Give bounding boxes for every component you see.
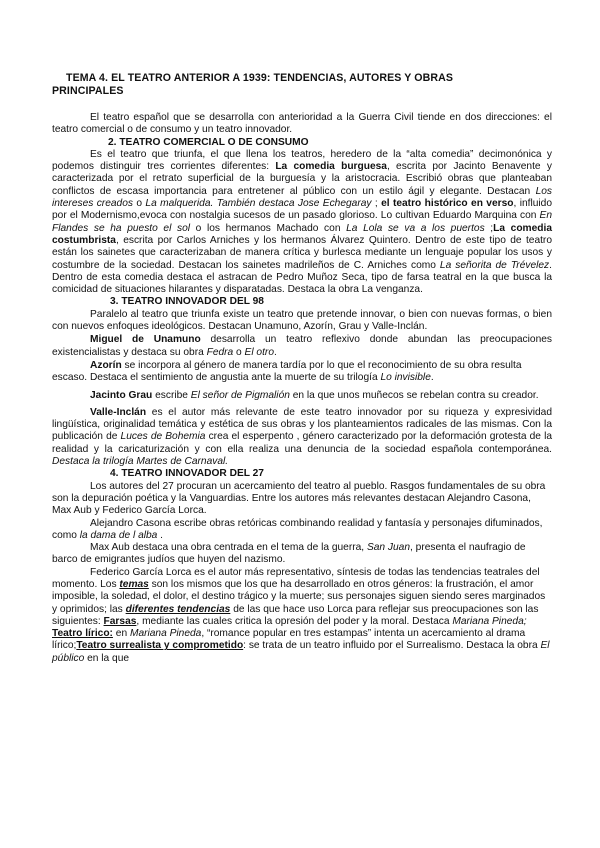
italic-run: Destaca la trilogía Martes de Carnaval. <box>52 456 229 468</box>
text-run: en <box>112 628 130 640</box>
italic-run: Mariana Pineda <box>129 628 202 640</box>
aub-paragraph <box>52 542 552 567</box>
underlined-term: Farsas <box>103 615 137 627</box>
text-run: crea el esperpento , género caracterizado por la deformación grotesta de la realidad y la caricaturización y con ella realiza una denuncia de la sociedad española contemporánea. <box>52 431 553 455</box>
italic-run: La Lola se va a los puertos <box>346 222 485 234</box>
author-name: Miguel de Unamuno <box>90 334 201 346</box>
text-run: Es el teatro que triunfa, el que llena los teatros, heredero de la “alta comedia” decimonónica y podemos distinguir tres corrientes diferentes: <box>52 148 552 173</box>
italic-run: Los intereses creados <box>52 185 552 210</box>
text-run: son los mismos que los que ha desarrollado en otros géneros: la frustración, el amor imposible, la soledad, el dolor, el destino trágico y la muerte; sus personajes siguen siendo seres marginados y oprimidos; las <box>52 578 546 615</box>
text-run: Alejandro Casona escribe obras retóricas combinando realidad y fantasía y personajes difuminados, como <box>52 517 543 541</box>
author-name: Valle-Inclán <box>90 406 147 418</box>
intro-paragraph: El teatro español que se desarrolla con anterioridad a la Guerra Civil tiende en dos direcciones: el teatro comercial o de consumo y un teatro innovador. <box>52 112 552 136</box>
section-2-heading: 2. TEATRO COMERCIAL O DE CONSUMO <box>108 136 309 148</box>
text-run: ; <box>484 222 494 234</box>
text-run: , escrita por Jacinto Benavente y caracterizada por el retrato superficial de la burguesía y la aristocracia. Escribió obras que planteaban conflictos de escasa importancia para entretener al público con un estilo ágil y elegante. Destacan <box>52 161 552 197</box>
section-2-paragraph <box>52 149 552 297</box>
italic-run: Mariana Pineda; <box>452 615 527 627</box>
author-name: Jacinto Grau <box>90 389 153 401</box>
italic-run: Luces de Bohemia <box>120 431 206 443</box>
underlined-term: Teatro surrealista y comprometido <box>76 640 244 652</box>
text-run: es el autor más relevante de este teatro innovador por su riqueza y expresividad lingüística, originalidad temática y estética de sus obras y los planteamientos radicales de las mismas. Con la publicación de <box>52 406 552 443</box>
section-4-intro: Los autores del 27 procuran un acercamiento del teatro al pueblo. Rasgos fundamentales de su obra son la depuración poética y la Vanguardias. Entre los autores más relevantes destacan Alejandro Casona, Max Aub y Federico García Lorca. <box>52 480 546 517</box>
italic-run: la dama de l alba <box>79 529 158 541</box>
text-run: o <box>132 198 146 210</box>
section-3-intro: Paralelo al teatro que triunfa existe un teatro que pretende innovar, o bien con nuevas formas, o bien con nuevos enfoques ideológicos. Destacan Unamuno, Azorín, Grau y Valle-Inclán. <box>52 308 552 333</box>
italic-run: Lo invisible <box>380 372 431 384</box>
bold-run: La comedia burguesa <box>275 161 387 173</box>
text-run: escribe <box>152 389 191 401</box>
underlined-term: diferentes tendencias <box>125 603 231 615</box>
azorin-paragraph <box>52 360 552 385</box>
text-run: , escrita por Carlos Arniches y los hermanos Álvarez Quintero. Dentro de este tipo de teatro están los sainetes que caracterizaban de manera crítica y burlesca mediante un lenguaje popular los usos y costumbre de la sociedad. Destacan los sainetes madrileños de C. Arniches como <box>52 234 552 271</box>
document-body <box>52 112 552 665</box>
text-run: , mediante las cuales critica la opresión del poder y la moral. Destaca <box>136 615 453 627</box>
text-run: : se trata de un teatro influido por el Surrealismo. Destaca la obra <box>243 640 541 652</box>
text-run: , influido por el Modernismo,evoca con nostalgia sucesos de un pasado glorioso. Lo cultivan Eduardo Marquina con <box>52 198 552 222</box>
casona-paragraph <box>52 518 552 543</box>
italic-run: El otro <box>244 346 274 358</box>
text-run: o <box>233 346 245 358</box>
bold-run: el teatro histórico en verso <box>381 198 514 210</box>
text-run: . <box>430 372 434 384</box>
text-run: . Dentro de esta comedia destaca el astracan de Pedro Muñoz Seca, tipo de farsa teatral en la que busca la comicidad de situaciones hilarantes y disparatadas. Destaca la obra La venganza. <box>52 259 552 296</box>
text-run: ; <box>371 198 382 210</box>
grau-paragraph <box>52 390 552 402</box>
author-name: Azorín <box>90 359 122 371</box>
underlined-term: temas <box>119 578 149 590</box>
text-run: , presenta el naufragio de barco de emigrantes judíos que huyen del nazismo. <box>52 542 526 566</box>
italic-run: La señorita de Trévelez <box>439 259 550 271</box>
text-run: de las que hace uso Lorca para reflejar sus preocupaciones son las siguientes: <box>52 603 539 627</box>
italic-run: En Flandes se ha puesto el sol <box>52 210 552 234</box>
text-run: en la que unos muñecos se rebelan contra su creador. <box>289 389 539 401</box>
text-run: o los hermanos Machado con <box>190 222 347 234</box>
title-line-1: TEMA 4. EL TEATRO ANTERIOR A 1939: TENDENCIAS, AUTORES Y OBRAS <box>66 72 454 84</box>
underlined-term: Teatro lírico: <box>52 628 113 640</box>
text-run: Federico García Lorca es el autor más representativo, síntesis de todas las tendencias teatrales del momento. Los <box>52 566 540 590</box>
text-run: . <box>157 529 164 541</box>
unamuno-paragraph <box>52 334 552 359</box>
text-run: . <box>274 346 277 358</box>
italic-run: Fedra <box>206 346 234 358</box>
section-4-heading: 4. TEATRO INNOVADOR DEL 27 <box>110 468 264 480</box>
text-run: se incorpora al género de manera tardía por lo que el reconocimiento de su obra resulta escaso. Destaca el sentimiento de angustia ante la muerte de su trilogía <box>52 359 522 384</box>
text-run: desarrolla un teatro reflexivo donde abundan las preocupaciones existencialistas y destaca su obra <box>52 334 553 358</box>
title-line-2: PRINCIPALES <box>52 85 124 97</box>
bold-run: La comedia costumbrista <box>52 222 552 246</box>
lorca-paragraph <box>52 567 552 665</box>
italic-run: El señor de Pigmalión <box>190 389 290 401</box>
valle-paragraph <box>52 407 552 468</box>
italic-run: La malquerida. También destaca Jose Echegaray <box>145 198 372 210</box>
document-title <box>52 72 552 98</box>
italic-run: San Juan <box>366 542 410 554</box>
section-3-heading: 3. TEATRO INNOVADOR DEL 98 <box>110 296 264 308</box>
italic-run: El público <box>52 640 550 664</box>
text-run: , “romance popular en tres estampas” intenta un acercamiento al drama lírico; <box>52 628 526 652</box>
text-run: Max Aub destaca una obra centrada en el tema de la guerra, <box>90 542 367 554</box>
text-run: en la que <box>84 652 130 664</box>
